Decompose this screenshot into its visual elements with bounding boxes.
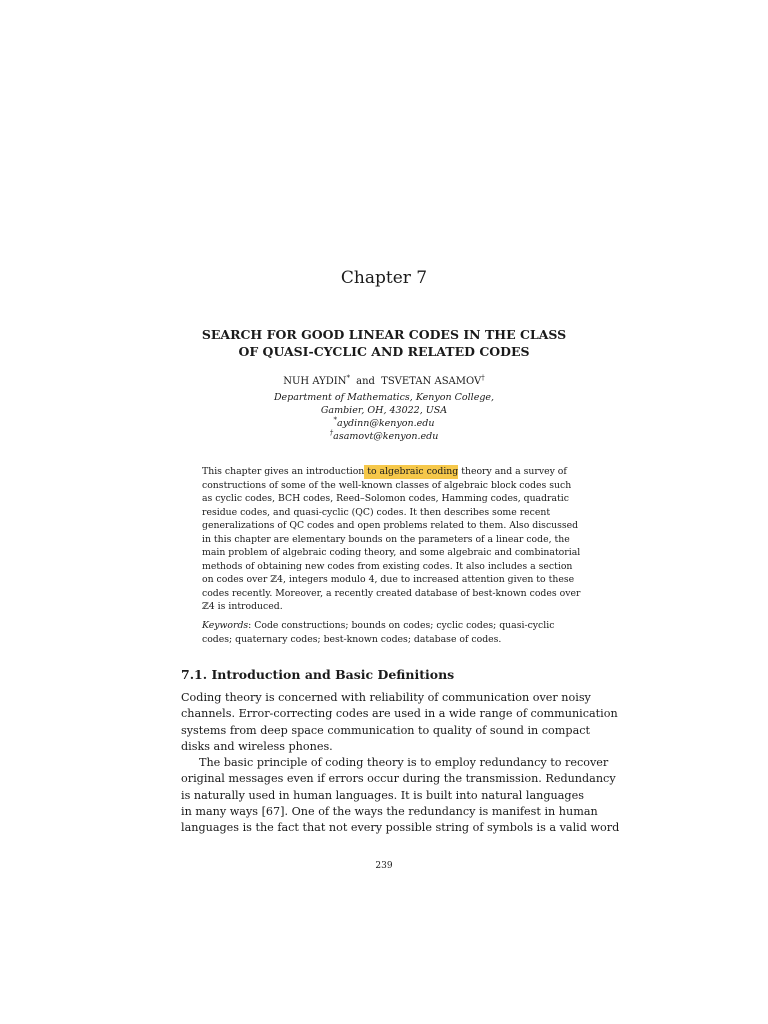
text-highlight[interactable]: to algebraic coding	[364, 466, 459, 477]
body-line: Coding theory is concerned with reliability of communication over noisy	[181, 691, 591, 704]
body-line: channels. Error-correcting codes are used in a wide range of communication	[181, 707, 618, 721]
author-conjunction: and	[356, 376, 375, 387]
author-mark: †	[481, 374, 485, 382]
author-mark: *	[346, 374, 350, 382]
body-line: systems from deep space communication to quality of sound in compact	[181, 723, 590, 737]
keywords	[202, 619, 566, 646]
abstract-line: ℤ4 is introduced.	[202, 601, 283, 612]
keywords-line: codes; quaternary codes; best-known codes; database of codes.	[202, 633, 502, 645]
abstract-line: codes recently. Moreover, a recently created database of best-known codes over	[202, 587, 581, 599]
abstract-line: main problem of algebraic coding theory, and some algebraic and combinatorial	[202, 547, 581, 558]
abstract-line: This chapter gives an introduction to algebraic coding theory and a survey of	[202, 466, 567, 477]
affiliation-block	[0, 391, 768, 443]
email-mark: †	[329, 429, 334, 437]
body-paragraphs	[181, 690, 620, 837]
author-email: *aydinn@kenyon.edu	[333, 416, 435, 429]
body-line: in many ways [67]. One of the ways the redundancy is manifest in human	[181, 805, 598, 819]
abstract-line: residue codes, and quasi-cyclic (QC) codes. It then describes some recent	[202, 506, 551, 518]
abstract-line: as cyclic codes, BCH codes, Reed–Solomon codes, Hamming codes, quadratic	[202, 493, 569, 504]
chapter-title-line-1: SEARCH FOR GOOD LINEAR CODES IN THE CLASS	[201, 327, 567, 342]
email-mark: *	[333, 416, 338, 424]
author-name: NUH AYDIN	[283, 376, 347, 387]
body-line: is naturally used in human languages. It is built into natural languages	[181, 788, 584, 802]
author-list	[0, 376, 768, 387]
abstract	[202, 465, 581, 614]
page-number: 239	[375, 861, 393, 871]
keywords-line: Keywords : Code constructions; bounds on codes; cyclic codes; quasi-cyclic	[202, 620, 555, 631]
body-line: The basic principle of coding theory is to employ redundancy to recover	[199, 756, 609, 770]
chapter-label: Chapter 7	[340, 268, 428, 288]
affiliation-line: Department of Mathematics, Kenyon College,	[273, 392, 495, 403]
section-heading: 7.1. Introduction and Basic Definitions	[181, 667, 455, 682]
affiliation-line: Gambier, OH, 43022, USA	[320, 405, 448, 416]
body-line: disks and wireless phones.	[181, 739, 333, 753]
abstract-line: methods of obtaining new codes from existing codes. It also includes a section	[202, 560, 573, 572]
abstract-line: in this chapter are elementary bounds on the parameters of a linear code, the	[202, 533, 570, 545]
abstract-line: constructions of some of the well-known classes of algebraic block codes such	[202, 479, 572, 491]
abstract-line: generalizations of QC codes and open problems related to them. Also discussed	[202, 520, 579, 531]
author-name: TSVETAN ASAMOV	[381, 376, 482, 387]
author-email: †asamovt@kenyon.edu	[329, 429, 439, 442]
abstract-line: on codes over ℤ4, integers modulo 4, due to increased attention given to these	[202, 574, 575, 585]
body-line: languages is the fact that not every possible string of symbols is a valid word	[181, 821, 620, 835]
chapter-title-line-2: OF QUASI-CYCLIC AND RELATED CODES	[238, 344, 530, 359]
keywords-label: Keywords	[202, 620, 249, 631]
chapter-title	[150, 326, 618, 360]
body-line: original messages even if errors occur during the transmission. Redundancy	[181, 772, 616, 786]
